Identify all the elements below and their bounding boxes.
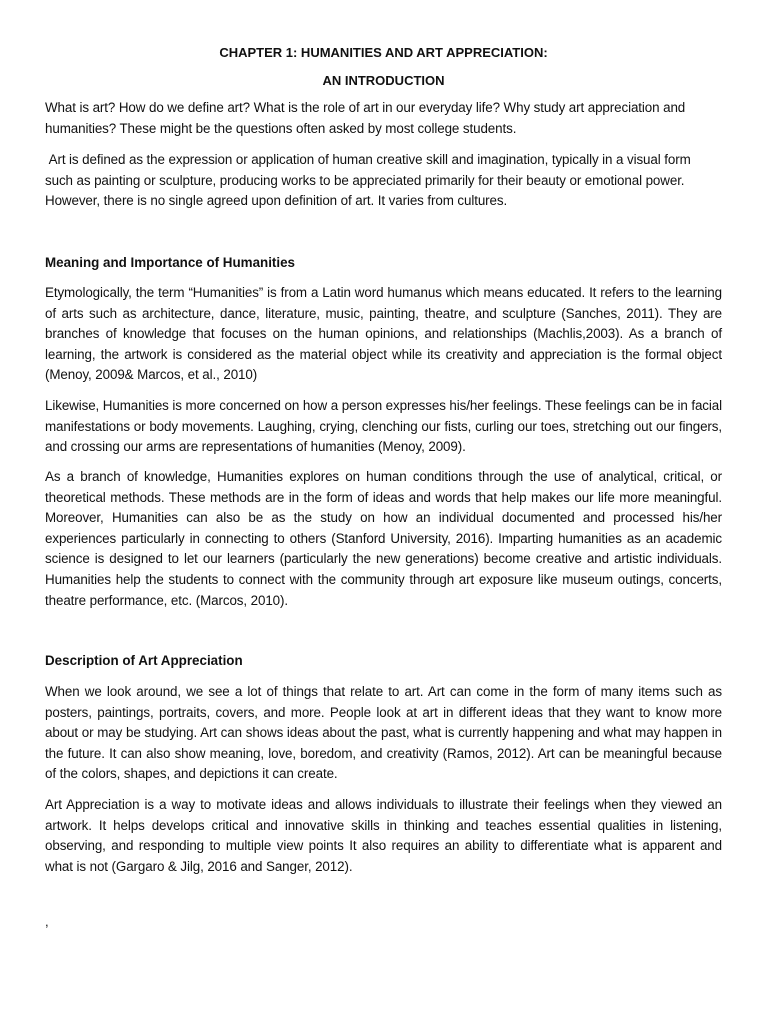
body-paragraph: Etymologically, the term “Humanities” is from a Latin word humanus which means educated. It refers to the learning of arts such as architecture, dance, literature, music, painting, theatre, and sculpture (Sanches, 2011). They are branches of knowledge that focuses on the human opinions, and relationships (Machlis,2003). As a branch of learning, the artwork is considered as the material object while its creativity and appreciation is the formal object (Menoy, 2009& Marcos, et al., 2010) xyxy=(45,285,722,383)
body-paragraph: Art Appreciation is a way to motivate ideas and allows individuals to illustrate their feelings when they viewed an artwork. It helps develops critical and innovative skills in thinking and teaches essential qualities in listening, observing, and responding to multiple view points It also requires an ability to differentiate what is apparent and what is not (Gargaro & Jilg, 2016 and Sanger, 2012). xyxy=(45,797,722,874)
trailing-mark: , xyxy=(45,914,49,929)
chapter-title: CHAPTER 1: HUMANITIES AND ART APPRECIATION: xyxy=(219,45,548,60)
intro-paragraph: What is art? How do we define art? What is the role of art in our everyday life? Why study art appreciation and humanities? These might be the questions often asked by most college students. xyxy=(45,100,686,136)
chapter-subtitle: AN INTRODUCTION xyxy=(322,73,445,88)
intro-paragraph: Art is defined as the expression or application of human creative skill and imagination, typically in a visual form such as painting or sculpture, producing works to be appreciated primarily for their beauty or emotional power. However, there is no single agreed upon definition of art. It varies from cultures. xyxy=(45,152,695,209)
body-paragraph: As a branch of knowledge, Humanities explores on human conditions through the use of analytical, critical, or theoretical methods. These methods are in the form of ideas and words that help makes our life more meaningful. Moreover, Humanities can also be as the study on how an individual documented and processed his/her experiences particularly in connecting to others (Stanford University, 2016). Imparting humanities as an academic science is designed to let our learners (particularly the new generations) become creative and artistic individuals. Humanities help the students to connect with the community through art exposure like museum outings, concerts, theatre performance, etc. (Marcos, 2010). xyxy=(45,469,722,608)
body-paragraph: Likewise, Humanities is more concerned on how a person expresses his/her feelings. These feelings can be in facial manifestations or body movements. Laughing, crying, clenching our fists, curling our toes, stretching out our fingers, and crossing our arms are representations of humanities (Menoy, 2009). xyxy=(45,398,722,455)
section-heading-meaning: Meaning and Importance of Humanities xyxy=(45,255,295,270)
section-heading-description: Description of Art Appreciation xyxy=(45,653,243,668)
body-paragraph: When we look around, we see a lot of things that relate to art. Art can come in the form of many items such as posters, paintings, portraits, covers, and more. People look at art in different ideas that they want to know more about or may be studying. Art can shows ideas about the past, what is currently happening and what may happen in the future. It can also show meaning, love, boredom, and creativity (Ramos, 2012). Art can be meaningful because of the colors, shapes, and depictions it can create. xyxy=(45,684,722,782)
